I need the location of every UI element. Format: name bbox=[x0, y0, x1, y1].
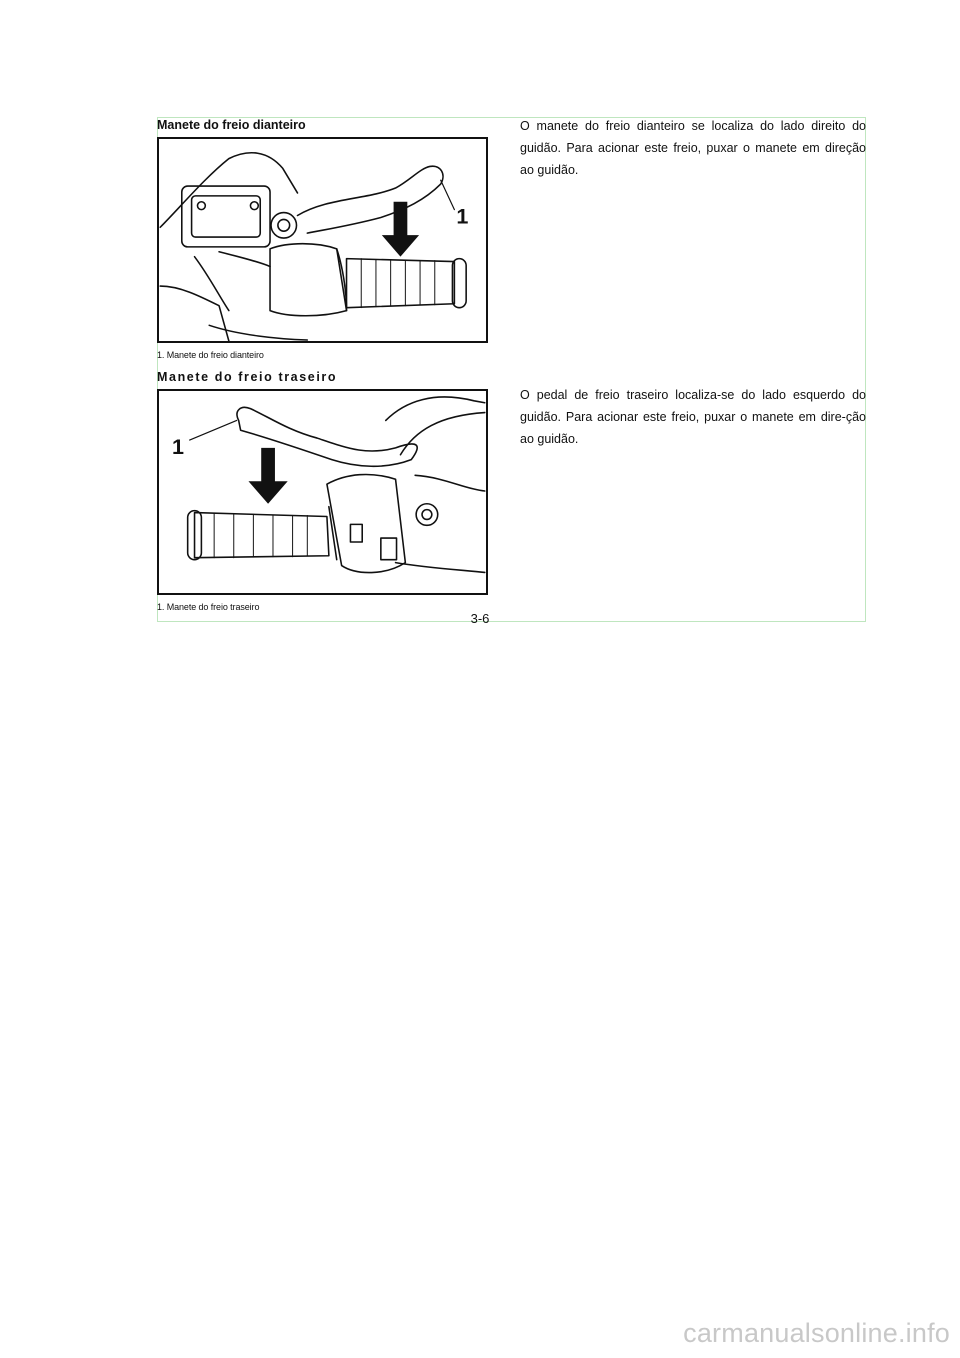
section-heading-rear-brake: Manete do freio traseiro bbox=[157, 370, 338, 384]
page-number: 3-6 bbox=[470, 611, 490, 626]
watermark: carmanualsonline.info bbox=[683, 1318, 950, 1348]
paragraph-rear-brake: O pedal de freio traseiro localiza-se do lado esquerdo do guidão. Para acionar este freio, puxar o manete em dire-ção ao guidão. bbox=[520, 388, 866, 446]
figure-caption-rear: 1. Manete do freio traseiro bbox=[157, 602, 260, 612]
figure-rear-brake-lever bbox=[157, 389, 488, 595]
paragraph-front-brake: O manete do freio dianteiro se localiza do lado direito do guidão. Para acionar este freio, puxar o manete em direção ao guidão. bbox=[520, 119, 866, 177]
section-heading-front-brake: Manete do freio dianteiro bbox=[157, 118, 306, 132]
figure-caption-front: 1. Manete do freio dianteiro bbox=[157, 350, 264, 360]
figure-front-brake-lever bbox=[157, 137, 488, 343]
figure-callout-number: 1 bbox=[456, 203, 469, 229]
figure-callout-number: 1 bbox=[171, 433, 184, 459]
front-brake-illustration bbox=[159, 139, 486, 341]
rear-brake-illustration bbox=[159, 391, 486, 593]
